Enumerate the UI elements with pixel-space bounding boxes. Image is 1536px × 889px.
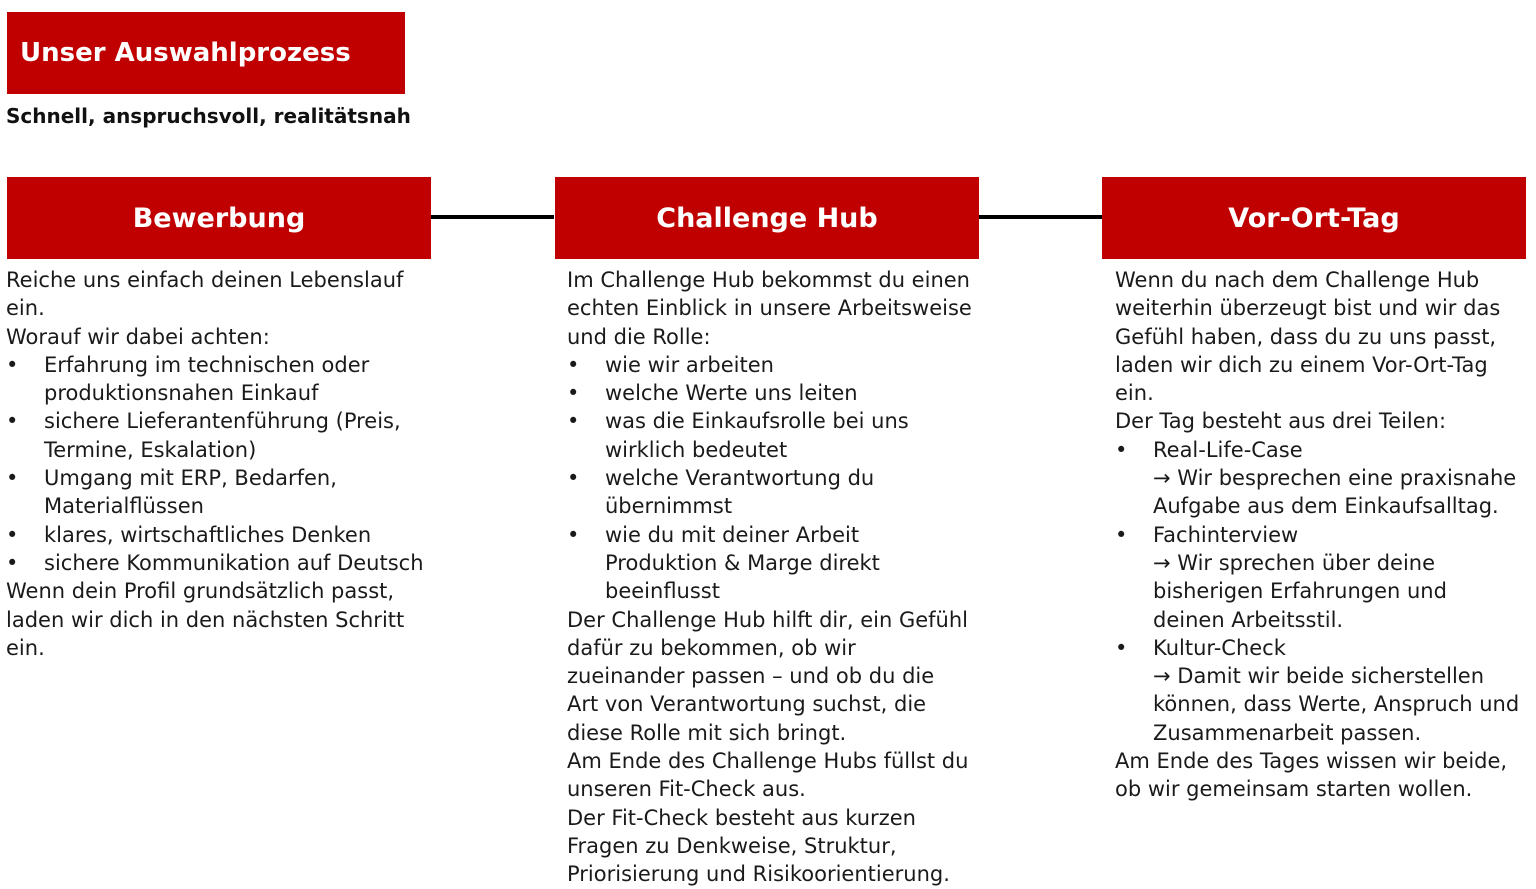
- list-item: • Umgang mit ERP, Bedarfen, Materialflüssen: [6, 464, 426, 521]
- list-item: • sichere Kommunikation auf Deutsch: [6, 549, 426, 577]
- list-item-detail: → Damit wir beide sicherstellen können, dass Werte, Anspruch und Zusammenarbeit passen.: [1153, 664, 1520, 745]
- list-item: [1115, 521, 1520, 634]
- step-text-bewerbung: [6, 266, 426, 662]
- list-item: • wie du mit deiner Arbeit Produktion & Marge direkt beeinflusst: [567, 521, 972, 606]
- step-text-vor-ort-tag: [1115, 266, 1520, 804]
- list-item: • Erfahrung im technischen oder produktionsnahen Einkauf: [6, 351, 426, 408]
- list-item-label: • Kultur-Check: [1153, 635, 1286, 660]
- list-item: • wie wir arbeiten: [567, 351, 972, 379]
- step-header-challenge-hub: [555, 177, 979, 259]
- list-item: [1115, 436, 1520, 521]
- list-item-label: • Fachinterview: [1153, 522, 1299, 547]
- step-paragraph: Am Ende des Challenge Hubs füllst du unseren Fit-Check aus.: [567, 749, 969, 802]
- step-paragraph: Der Tag besteht aus drei Teilen:: [1115, 409, 1447, 434]
- list-item: [1115, 634, 1520, 747]
- step-paragraph: Wenn dein Profil grundsätzlich passt, laden wir dich in den nächsten Schritt ein.: [6, 579, 405, 660]
- list-item: • was die Einkaufsrolle bei uns wirklich bedeutet: [567, 407, 972, 464]
- list-item: • welche Verantwortung du übernimmst: [567, 464, 972, 521]
- list-item: • welche Werte uns leiten: [567, 379, 972, 407]
- step-paragraph: Wenn du nach dem Challenge Hub weiterhin überzeugt bist und wir das Gefühl haben, dass du zu uns passt, laden wir dich zu einem Vor-Ort-Tag ein.: [1115, 268, 1501, 406]
- step-paragraph: Der Challenge Hub hilft dir, ein Gefühl dafür zu bekommen, ob wir zueinander passen – und ob du die Art von Verantwortung suchst, die diese Rolle mit sich bringt.: [567, 607, 969, 745]
- step-title: Vor-Ort-Tag: [1228, 202, 1400, 234]
- list-item-detail: → Wir besprechen eine praxisnahe Aufgabe aus dem Einkaufsalltag.: [1153, 466, 1517, 519]
- step-text-challenge-hub: [567, 266, 972, 889]
- topics-list: [567, 351, 972, 606]
- criteria-list: [6, 351, 426, 577]
- list-item: • sichere Lieferantenführung (Preis, Termine, Eskalation): [6, 407, 426, 464]
- connector-line-1: [430, 215, 554, 219]
- step-paragraph: Der Fit-Check besteht aus kurzen Fragen zu Denkweise, Struktur, Priorisierung und Risikoorientierung.: [567, 805, 950, 887]
- list-item-detail: → Wir sprechen über deine bisherigen Erfahrungen und deinen Arbeitsstil.: [1153, 550, 1447, 632]
- list-item-label: • Real-Life-Case: [1153, 437, 1303, 462]
- step-header-vor-ort-tag: [1102, 177, 1526, 259]
- step-paragraph: Am Ende des Tages wissen wir beide, ob wir gemeinsam starten wollen.: [1115, 749, 1508, 802]
- page-title-box: [7, 12, 405, 94]
- page-title: Unser Auswahlprozess: [20, 38, 351, 68]
- step-paragraph: Worauf wir dabei achten:: [6, 324, 270, 349]
- list-item: • klares, wirtschaftliches Denken: [6, 521, 426, 549]
- step-paragraph: Reiche uns einfach deinen Lebenslauf ein.: [6, 268, 404, 321]
- step-title: Bewerbung: [132, 202, 306, 234]
- day-parts-list: [1115, 436, 1520, 747]
- step-header-bewerbung: [7, 177, 431, 259]
- page-subtitle: Schnell, anspruchsvoll, realitätsnah: [6, 104, 411, 128]
- connector-line-2: [978, 215, 1102, 219]
- step-paragraph: Im Challenge Hub bekommst du einen echten Einblick in unsere Arbeitsweise und die Rolle:: [567, 268, 972, 349]
- step-title: Challenge Hub: [656, 202, 878, 234]
